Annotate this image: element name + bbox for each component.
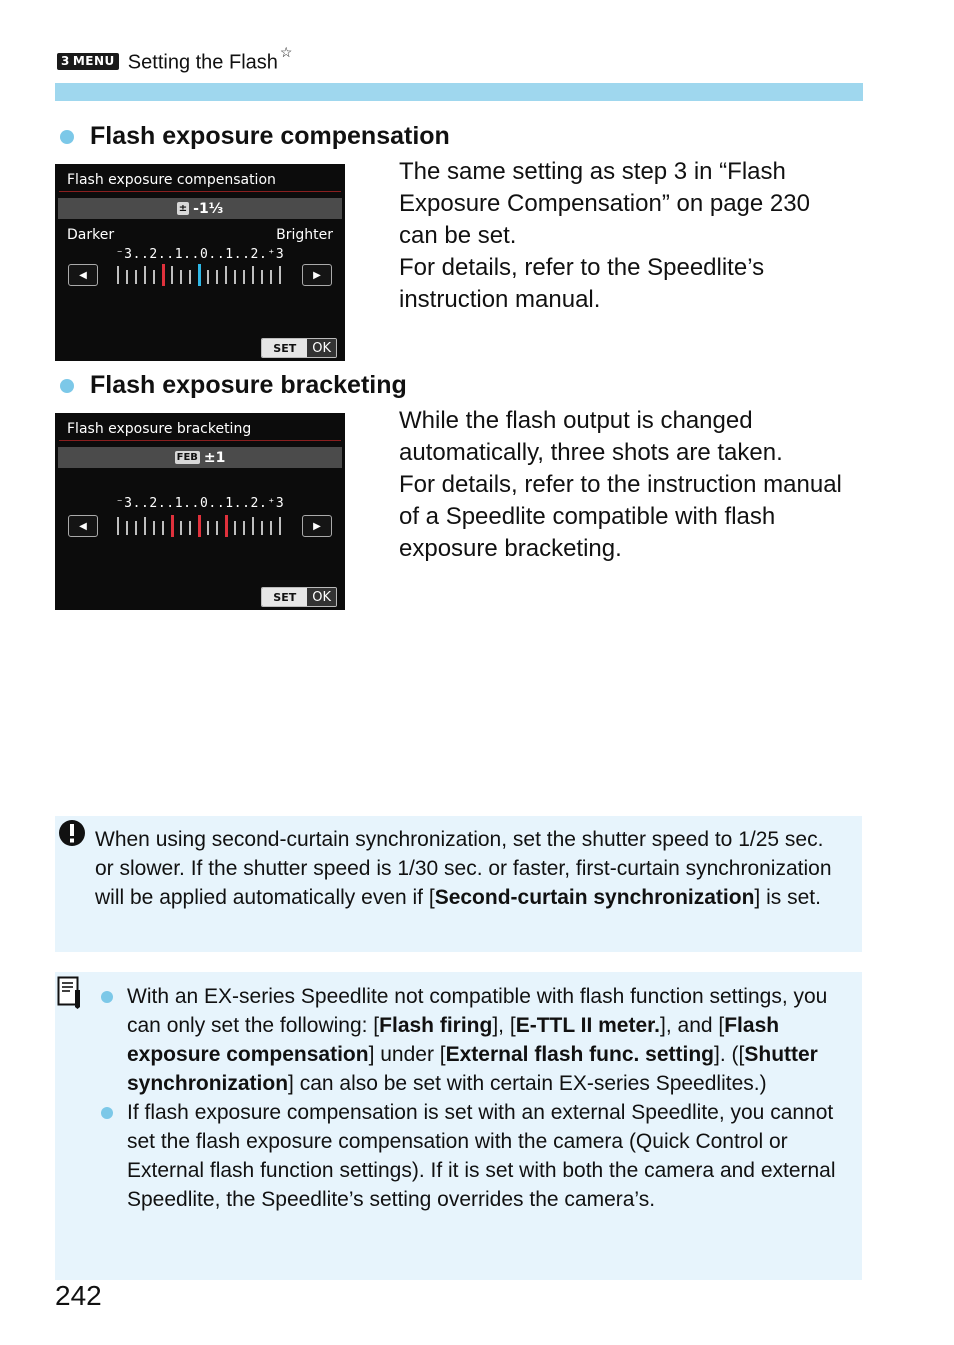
flash-compensation-icon: ± <box>178 203 188 214</box>
ok-label: OK <box>307 339 336 357</box>
memo-icon <box>57 976 83 1010</box>
paragraph-text: For details, refer to the Speedlite’s instruction manual. <box>399 254 765 313</box>
menu-badge-icon: 3 MENU <box>57 53 119 70</box>
paragraph-text: The same setting as step 3 in “Flash Exposure Compensation” on page 230 can be set. <box>399 158 810 249</box>
set-ok-button[interactable] <box>261 338 337 358</box>
screen-divider <box>59 191 341 192</box>
scale-tick <box>243 270 245 284</box>
scale-tick <box>225 266 227 284</box>
scale-tick <box>153 521 155 535</box>
label-brighter: Brighter <box>276 227 333 243</box>
screen-divider <box>59 440 341 441</box>
scale-tick <box>252 266 254 284</box>
scale-tick <box>270 521 272 535</box>
scale-tick <box>144 266 146 284</box>
screen-title: Flash exposure compensation <box>67 172 276 188</box>
caution-box <box>55 816 862 952</box>
scale-tick <box>126 270 128 284</box>
scale-tick <box>216 270 218 284</box>
header-accent-bar <box>55 83 863 101</box>
caution-icon <box>57 818 87 848</box>
scale-tick <box>261 270 263 284</box>
bracket-marker-right <box>225 515 228 537</box>
page-number: 242 <box>55 1280 102 1311</box>
right-arrow-button[interactable] <box>302 264 332 286</box>
scale-tick <box>207 521 209 535</box>
scale-tick <box>162 521 164 535</box>
caution-text: When using second-curtain synchronization, set the shutter speed to 1/25 sec. or slower. If the shutter speed is 1/30 sec. or faster, first-curtain synchronization will be applied automatically even if [Second-curtain synchronization] is set. <box>95 828 832 909</box>
set-ok-button[interactable] <box>261 587 337 607</box>
screen-value-bar <box>58 198 342 219</box>
exposure-scale-numbers: ⁻3..2..1..0..1..2.⁺3 <box>115 247 285 262</box>
bullet-icon <box>60 130 74 144</box>
scale-tick <box>126 521 128 535</box>
scale-tick <box>144 517 146 535</box>
exposure-marker-cyan <box>198 264 201 286</box>
bullet-icon <box>101 991 113 1003</box>
memo-list-item: With an EX-series Speedlite not compatible with flash function settings, you can only set the following: [Flash firing], [E-TTL II meter.], and [Flash exposure compensation] under [External flash func. setting]. ([Shutter synchronization] can also be set with certain EX-series Speedlites.) <box>97 982 847 1098</box>
exposure-level-scale <box>115 515 285 539</box>
paragraph-text: For details, refer to the instruction manual of a Speedlite compatible with flash exposure bracketing. <box>399 471 842 562</box>
set-label: SET <box>262 588 307 606</box>
scale-tick <box>234 270 236 284</box>
section-heading-flash-exposure-bracketing <box>60 371 407 400</box>
page-header <box>57 43 293 74</box>
memo-box <box>55 972 862 1280</box>
exposure-level-scale <box>115 264 285 288</box>
scale-tick <box>135 521 137 535</box>
header-title: Setting the Flash ☆ <box>127 43 293 74</box>
camera-screen-flash-exposure-bracketing <box>55 413 345 610</box>
scale-tick <box>135 270 137 284</box>
screen-value: ±1 <box>203 449 226 466</box>
scale-tick <box>252 517 254 535</box>
exposure-scale-numbers: ⁻3..2..1..0..1..2.⁺3 <box>115 496 285 511</box>
scale-tick <box>216 521 218 535</box>
triangle-right-icon: ▶ <box>313 520 321 532</box>
bullet-icon <box>60 379 74 393</box>
scale-tick <box>279 517 281 535</box>
star-icon: ☆ <box>279 43 293 60</box>
scale-tick <box>117 266 119 284</box>
scale-tick <box>243 521 245 535</box>
triangle-right-icon: ▶ <box>313 269 321 281</box>
left-arrow-button[interactable] <box>68 264 98 286</box>
label-darker: Darker <box>67 227 115 243</box>
memo-list-item: If flash exposure compensation is set with an external Speedlite, you cannot set the flash exposure compensation with the camera (Quick Control or External flash function settings). If it is set with both the camera and external Speedlite, the Speedlite’s setting overrides the camera’s. <box>97 1098 847 1214</box>
exposure-marker-red <box>162 264 165 286</box>
paragraph-text: While the flash output is changed automatically, three shots are taken. <box>399 407 783 466</box>
paragraph-flash-exposure-bracketing <box>399 405 854 565</box>
screen-value: -1⅓ <box>193 200 224 217</box>
paragraph-flash-exposure-compensation <box>399 156 854 316</box>
ok-label: OK <box>307 588 336 606</box>
scale-tick <box>180 270 182 284</box>
scale-tick <box>171 266 173 284</box>
scale-tick <box>207 270 209 284</box>
bullet-icon <box>101 1107 113 1119</box>
scale-tick <box>279 266 281 284</box>
scale-tick <box>261 521 263 535</box>
section-heading-flash-exposure-compensation <box>60 122 450 151</box>
bracket-marker-center <box>198 515 201 537</box>
section-heading-text: Flash exposure bracketing <box>90 371 407 399</box>
scale-tick <box>234 521 236 535</box>
scale-tick <box>189 270 191 284</box>
bracket-marker-left <box>171 515 174 537</box>
scale-tick <box>270 270 272 284</box>
scale-tick <box>153 270 155 284</box>
set-label: SET <box>262 339 307 357</box>
triangle-left-icon: ◀ <box>79 269 87 281</box>
section-heading-text: Flash exposure compensation <box>90 122 450 150</box>
scale-tick <box>189 521 191 535</box>
triangle-left-icon: ◀ <box>79 520 87 532</box>
memo-list <box>97 982 847 1214</box>
screen-title: Flash exposure bracketing <box>67 421 252 437</box>
screen-value-bar <box>58 447 342 468</box>
camera-screen-flash-exposure-compensation <box>55 164 345 361</box>
feb-icon: FEB <box>176 452 198 463</box>
scale-tick <box>117 517 119 535</box>
left-arrow-button[interactable] <box>68 515 98 537</box>
right-arrow-button[interactable] <box>302 515 332 537</box>
scale-tick <box>180 521 182 535</box>
